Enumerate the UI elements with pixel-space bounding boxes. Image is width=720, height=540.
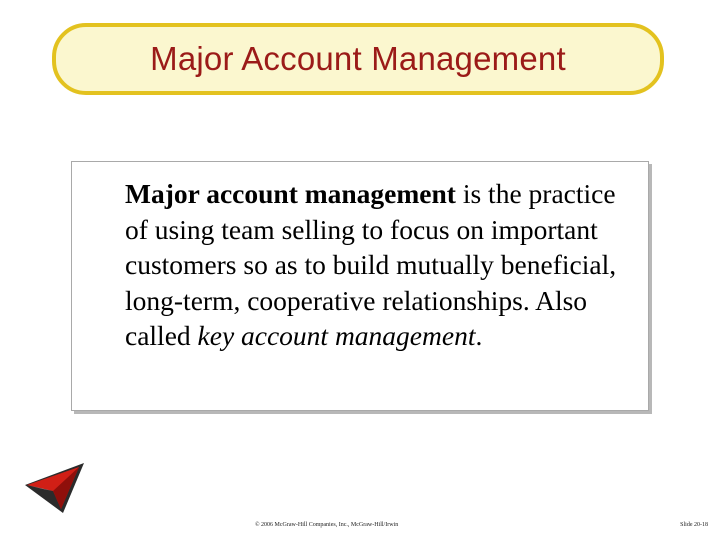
definition-text [125,176,645,354]
title-banner [52,23,664,95]
footer-slide-number: Slide 20-18 [680,522,708,528]
footer-copyright: © 2006 McGraw-Hill Companies, Inc., McGraw-Hill/Irwin [255,522,399,528]
definition-term: Major account management [125,178,456,209]
definition-body: is the practice of using team selling to focus on important customers so as to build mutually beneficial, long-term, cooperative relationships. Also called [125,178,617,351]
definition-box [71,161,649,411]
definition-alternate-term: key account management [197,320,476,351]
slide-title: Major Account Management [150,40,566,77]
definition-end: . [475,320,483,351]
publisher-arrow-logo-icon [23,459,85,515]
